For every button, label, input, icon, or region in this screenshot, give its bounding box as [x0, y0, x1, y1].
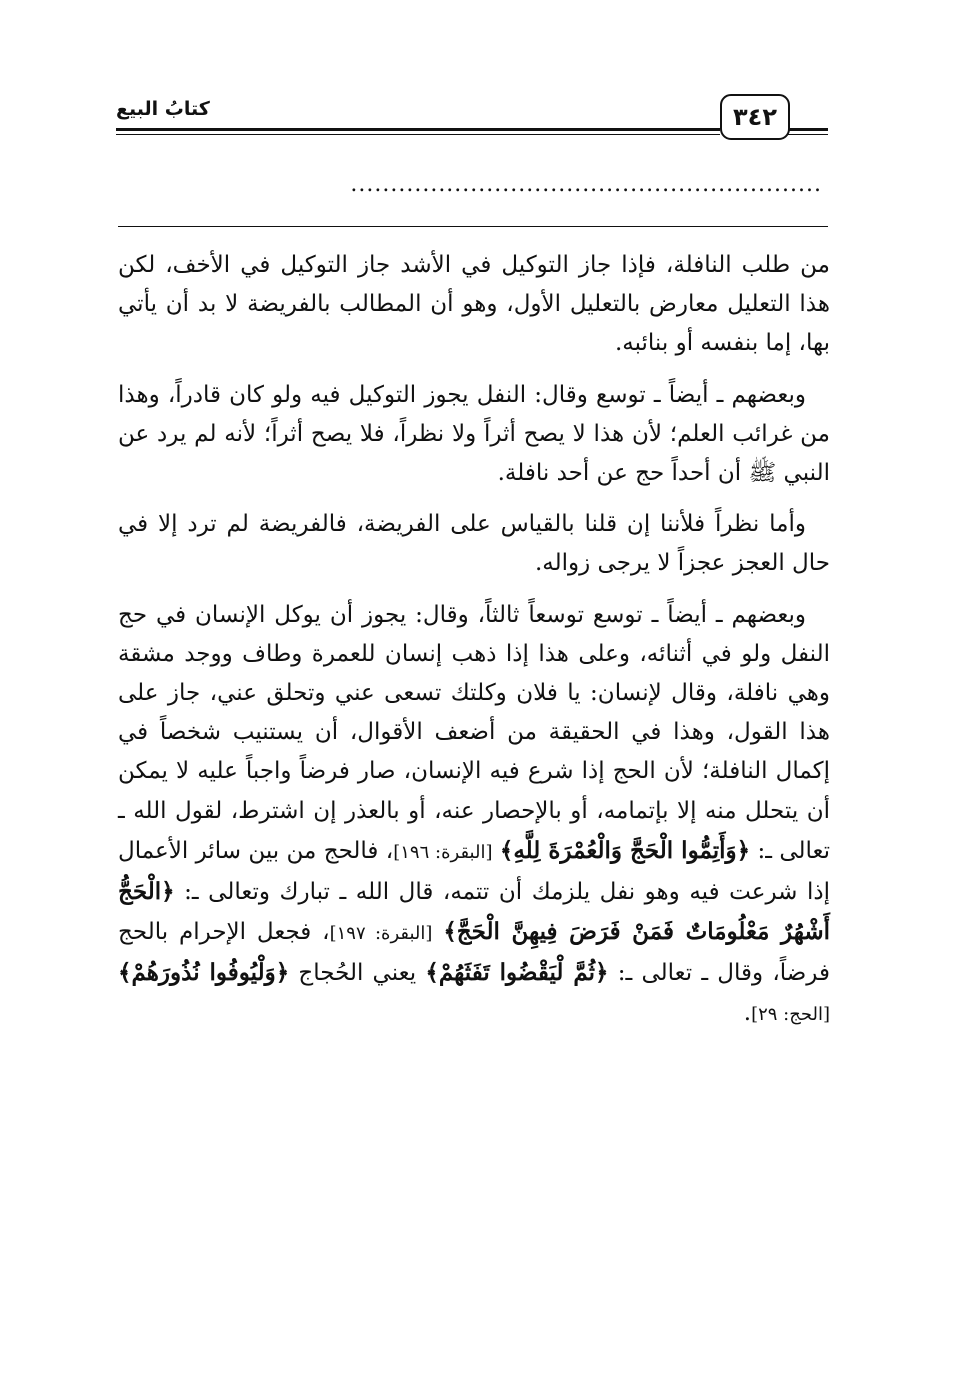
paragraph	[118, 505, 830, 583]
dotted-separator: ...........................................................	[350, 172, 822, 197]
quran-verse: ﴿ثُمَّ لْيَقْضُوا تَفَثَهُمْ﴾	[425, 959, 609, 987]
verse-reference: [البقرة: ١٩٧]	[329, 923, 433, 945]
paragraph-text: .	[743, 999, 752, 1026]
paragraph-text	[432, 919, 443, 945]
header-rule-right-thin	[788, 134, 828, 135]
header-rule-thick	[116, 128, 720, 131]
page-number: ٣٤٢	[720, 94, 790, 140]
verse-reference: [البقرة: ١٩٦]	[393, 841, 493, 863]
paragraph-text: وأما نظراً فلأننا إن قلنا بالقياس على الفريضة، فالفريضة لم ترد إلا في حال العجز عجزاً لا يرجى زواله.	[118, 511, 830, 577]
page-header	[116, 94, 828, 140]
book-title: كتابُ البيع	[116, 98, 210, 120]
paragraph	[118, 246, 830, 364]
paragraph-text: يعني الحُجاج	[289, 960, 426, 987]
quran-verse: ﴿وَأَتِمُّوا الْحَجَّ وَالْعُمْرَةَ لِلَّهِ﴾	[499, 836, 751, 864]
paragraph-text: ، فجعل الإحرام بالحج فرضاً، وقال ـ تعالى ـ:	[118, 919, 830, 987]
paragraph-text: وبعضهم ـ أيضاً ـ توسع توسعاً ثالثاً، وقال: يجوز أن يوكل الإنسان في حج النفل ولو في أثنائه، وعلى هذا إذا ذهب إنسان للعمرة وطاف ووجد مشقة وهي نافلة، وقال لإنسان: يا فلان وكلتك تسعى عني وتحلق عني، جاز على هذا القول، وهذا في الحقيقة من أضعف الأقوال، أن يستنيب شخصاً في إكمال النافلة؛ لأن الحج إذا شرع فيه الإنسان، صار فرضاً واجباً عليه لا يمكن أن يتحلل منه إلا بإتمامه، أو بالإحصار عنه، أو بالعذر إن اشترط، لقول الله ـ تعالى ـ:	[118, 601, 831, 864]
paragraph-text: وبعضهم ـ أيضاً ـ توسع وقال: النفل يجوز التوكيل فيه ولو كان قادراً، وهذا من غرائب العلم؛ لأن هذا لا يصح أثراً ولا نظراً، فلا يصح أثراً؛ لأنه لم يرد عن النبي ﷺ أن أحداً حج عن أحد نافلة.	[118, 381, 830, 487]
header-rule-thin	[116, 134, 720, 135]
quran-verse: ﴿الْحَجُّ أَشْهُرٌ مَعْلُومَاتٌ فَمَنْ فَرَضَ فِيهِنَّ الْحَجَّ﴾	[118, 878, 830, 946]
paragraph	[118, 376, 830, 494]
paragraph-text: ، فالحج من بين سائر الأعمال إذا شرعت فيه وهو نفل يلزمك أن تتمه، قال الله ـ تبارك وتعالى ـ:	[118, 837, 830, 906]
paragraph-text	[493, 838, 500, 864]
paragraph	[118, 596, 830, 1034]
quran-verse: ﴿وَلْيُوفُوا نُذُورَهُمْ﴾	[118, 959, 290, 987]
header-rule-right-thick	[788, 128, 828, 131]
verse-reference: [الحج: ٢٩]	[751, 1003, 830, 1025]
separator-line	[118, 226, 828, 227]
main-text	[118, 246, 830, 1046]
paragraph-text: من طلب النافلة، فإذا جاز التوكيل في الأشد جاز التوكيل في الأخف، لكن هذا التعليل معارض بالتعليل الأول، وهو أن المطالب بالفريضة لا بد أن يأتي بها، إما بنفسه أو بنائبه.	[118, 252, 830, 357]
